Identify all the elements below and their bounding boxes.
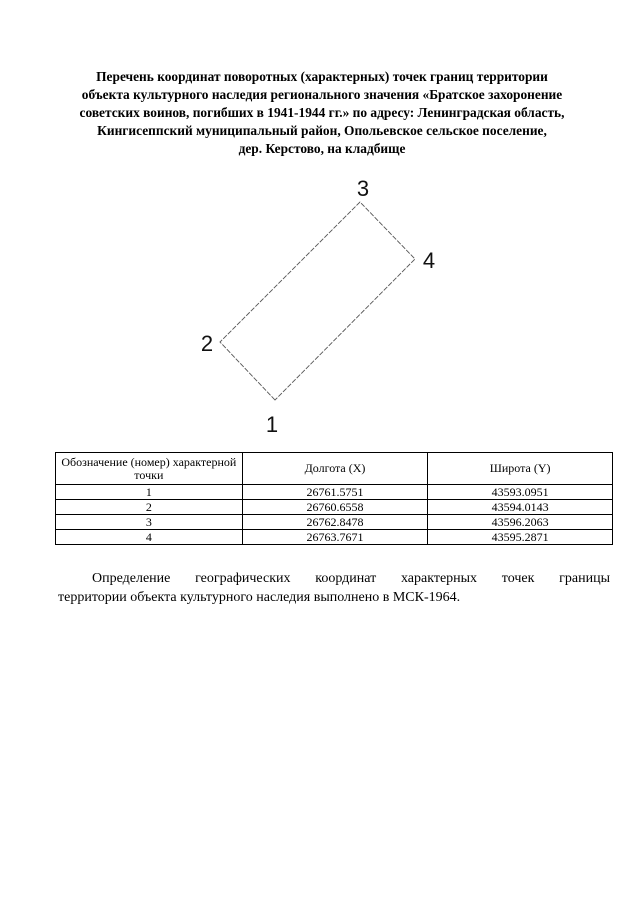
cell-point: 4 <box>56 530 243 545</box>
table-row <box>56 530 613 545</box>
boundary-scheme <box>180 170 460 440</box>
point-label-3: 3 <box>356 176 370 201</box>
table-header-row <box>56 453 613 485</box>
table-row <box>56 515 613 530</box>
boundary-polygon <box>220 202 415 400</box>
document-title <box>40 68 604 158</box>
cell-x: 26763.7671 <box>242 530 428 545</box>
title-line-3: советских воинов, погибших в 1941-1944 гг.» по адресу: Ленинградская область, <box>79 105 565 120</box>
table-row <box>56 485 613 500</box>
cell-y: 43594.0143 <box>428 500 613 515</box>
header-latitude: Широта (Y) <box>428 453 613 485</box>
cell-point: 2 <box>56 500 243 515</box>
cell-x: 26762.8478 <box>242 515 428 530</box>
coordinate-system-note <box>58 569 610 607</box>
title-line-1: Перечень координат поворотных (характерных) точек границ территории <box>96 69 548 84</box>
cell-x: 26761.5751 <box>242 485 428 500</box>
coordinates-table <box>55 452 613 545</box>
header-point-number: Обозначение (номер) характерной точки <box>56 453 243 485</box>
title-line-4: Кингисеппский муниципальный район, Опольевское сельское поселение, <box>97 123 547 138</box>
cell-point: 3 <box>56 515 243 530</box>
title-line-2: объекта культурного наследия регионального значения «Братское захоронение <box>81 87 563 102</box>
table-row <box>56 500 613 515</box>
title-line-5: дер. Керстово, на кладбище <box>238 141 406 156</box>
cell-y: 43595.2871 <box>428 530 613 545</box>
note-line-1: Определение географических координат характерных точек границы <box>92 571 610 586</box>
note-line-2: территории объекта культурного наследия выполнено в МСК-1964. <box>58 590 461 605</box>
cell-x: 26760.6558 <box>242 500 428 515</box>
point-label-2: 2 <box>200 331 214 356</box>
point-label-1: 1 <box>265 412 279 437</box>
cell-y: 43593.0951 <box>428 485 613 500</box>
point-label-4: 4 <box>422 248 436 273</box>
header-longitude: Долгота (X) <box>242 453 428 485</box>
cell-y: 43596.2063 <box>428 515 613 530</box>
boundary-scheme-svg <box>180 170 460 440</box>
cell-point: 1 <box>56 485 243 500</box>
